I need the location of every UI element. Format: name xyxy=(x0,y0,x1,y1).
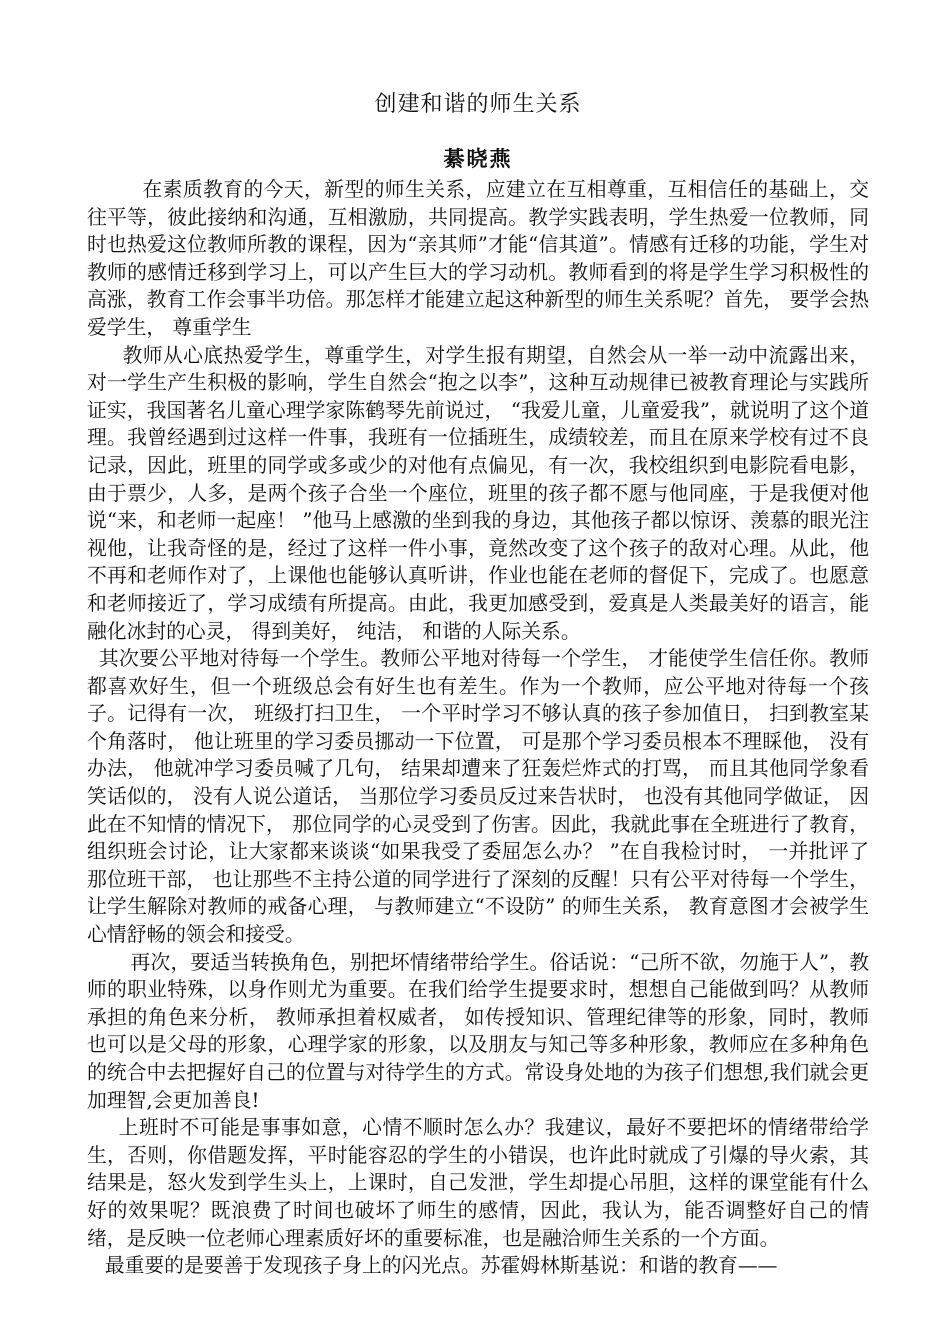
document-title: 创建和谐的师生关系 xyxy=(374,92,582,117)
paragraph-4: 再次，要适当转换角色，别把坏情绪带给学生。俗话说：“己所不欲，勿施于人”，教师的职业特殊，以身作则尤为重要。在我们给学生提要求时，想想自己能做到吗？从教师承担的角色来分析， 教师承担着权威者， 如传授知识、管理纪律等的形象，同时，教师也可以是父母的形象，心理学家的形象，以及朋友与知己等多种形象，教师应在多种角色的统合中去把握好自己的位置与对待学生的方式。常设身处地的为孩子们想想,我们就会更加理智,会更加善良! xyxy=(87,950,869,1112)
paragraph-6: 最重要的是要善于发现孩子身上的闪光点。苏霍姆林斯基说：和谐的教育—— xyxy=(104,1254,778,1278)
paragraph-2: 教师从心底热爱学生，尊重学生，对学生报有期望，自然会从一举一动中流露出来，对一学生产生积极的影响，学生自然会“抱之以李”，这种互动规律已被教育理论与实践所证实，我国著名儿童心理学家陈鹤琴先前说过， “我爱儿童，儿童爱我”，就说明了这个道理。我曾经遇到过这样一件事，我班有一位插班生，成绩较差，而且在原来学校有过不良记录，因此，班里的同学或多或少的对他有点偏见，有一次，我校组织到电影院看电影，由于票少，人多，是两个孩子合坐一个座位，班里的孩子都不愿与他同座，于是我便对他说“来，和老师一起座！ ”他马上感激的坐到我的身边，其他孩子都以惊讶、羡慕的眼光注视他，让我奇怪的是，经过了这样一件小事，竟然改变了这个孩子的敌对心理。从此，他不再和老师作对了，上课他也能够认真听讲，作业也能在老师的督促下，完成了。也愿意和老师接近了，学习成绩有所提高。由此，我更加感受到，爱真是人类最美好的语言，能融化冰封的心灵， 得到美好， 纯洁， 和谐的人际关系。 xyxy=(87,343,869,643)
paragraph-1: 在素质教育的今天，新型的师生关系，应建立在互相尊重，互相信任的基础上，交往平等，彼此接纳和沟通，互相激励，共同提高。教学实践表明，学生热爱一位教师，同时也热爱这位教师所教的课程，因为“亲其师”才能“信其道”。情感有迁移的功能，学生对教师的感情迁移到学习上，可以产生巨大的学习动机。教师看到的将是学生学习积极性的高涨，教育工作会事半功倍。那怎样才能建立起这种新型的师生关系呢？首先， 要学会热爱学生， 尊重学生 xyxy=(87,178,869,339)
paragraph-5: 上班时不可能是事事如意，心情不顺时怎么办？我建议，最好不要把坏的情绪带给学生，否则，你借题发挥，平时能容忍的学生的小错误，也许此时就成了引爆的导火索，其结果是，怒火发到学生头上，上课时，自己发泄，学生却提心吊胆，这样的课堂能有什么好的效果呢？既浪费了时间也破坏了师生的感情，因此，我认为，能否调整好自己的情绪，是反映一位老师心理素质好坏的重要标准，也是融洽师生关系的一个方面。 xyxy=(87,1116,869,1250)
paragraph-3: 其次要公平地对待每一个学生。教师公平地对待每一个学生， 才能使学生信任你。教师都喜欢好生，但一个班级总会有好生也有差生。作为一个教师，应公平地对待每一个孩子。记得有一次， 班级打扫卫生， 一个平时学习不够认真的孩子参加值日， 扫到教室某个角落时， 他让班里的学习委员挪动一下位置， 可是那个学习委员根本不理睬他， 没有办法， 他就冲学习委员喊了几句， 结果却遭来了狂轰烂炸式的打骂， 而且其他同学象看笑话似的， 没有人说公道话， 当那位学习委员反过来告状时， 也没有其他同学做证， 因此在不知情的情况下， 那位同学的心灵受到了伤害。因此，我就此事在全班进行了教育，组织班会讨论，让大家都来谈谈“如果我受了委屈怎么办？ ”在自我检讨时， 一并批评了那位班干部， 也让那些不主持公道的同学进行了深刻的反醒！只有公平对待每一个学生，让学生解除对教师的戒备心理， 与教师建立“不设防” 的师生关系， 教育意图才会被学生心情舒畅的领会和接受。 xyxy=(87,647,869,947)
author-name: 綦晓燕 xyxy=(443,146,513,171)
document-page xyxy=(87,88,869,1280)
